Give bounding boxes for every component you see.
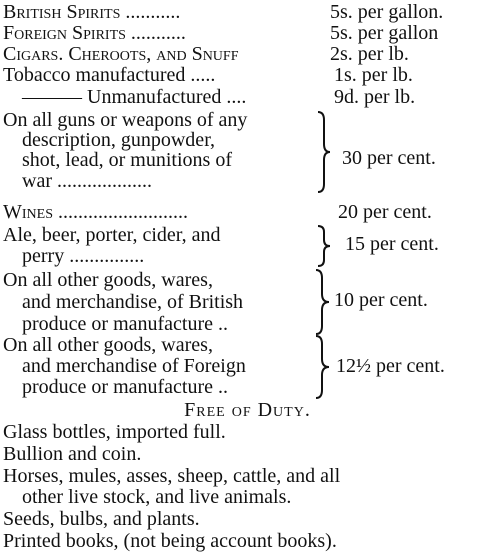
group-line: produce or manufacture .. (22, 313, 229, 335)
item-rate: 1s. per lb. (334, 64, 413, 86)
tariff-row-cigars (3, 44, 239, 64)
item-rate: 12½ per cent. (336, 355, 445, 377)
item-label: ——— Unmanufactured (22, 86, 222, 108)
free-item: Printed books, (not being account books). (3, 530, 337, 552)
item-rate: 2s. per lb. (330, 43, 409, 65)
item-rate: 9d. per lb. (334, 86, 416, 108)
tariff-row-wines (3, 202, 188, 222)
group-line: shot, lead, or munitions of (22, 149, 232, 171)
item-label: British Spirits (3, 1, 121, 23)
group-line: war ................... (22, 170, 152, 192)
group-line: On all guns or weapons of any (3, 109, 248, 131)
dot-leader: ........... (125, 22, 186, 44)
item-rate: 30 per cent. (342, 147, 436, 169)
group-line: On all other goods, wares, (3, 334, 213, 356)
tariff-row-foreign-spirits (3, 23, 186, 43)
curly-brace-icon (312, 268, 334, 336)
dot-leader: .......................... (53, 201, 188, 223)
group-line: and merchandise, of British (22, 291, 244, 313)
group-line: Ale, beer, porter, cider, and (3, 224, 221, 246)
item-label: Wines (3, 201, 53, 223)
group-line: description, gunpowder, (22, 129, 216, 151)
tariff-row-british-spirits (3, 2, 180, 22)
free-item: Seeds, bulbs, and plants. (3, 508, 200, 530)
item-rate: 10 per cent. (334, 289, 428, 311)
free-of-duty-heading: Free of Duty. (184, 399, 311, 421)
tariff-row-tobacco-unmanufactured (22, 87, 246, 107)
item-rate: 15 per cent. (345, 233, 439, 255)
group-line: produce or manufacture .. (22, 376, 229, 398)
dot-leader: ........... (120, 1, 181, 23)
curly-brace-icon (314, 110, 334, 194)
dot-leader: ..... (185, 64, 216, 86)
group-line: On all other goods, wares, (3, 269, 213, 291)
curly-brace-icon (314, 224, 334, 268)
dot-leader: .... (221, 86, 247, 108)
group-line: and merchandise of Foreign (22, 355, 246, 377)
item-label: Tobacco manufactured (3, 64, 186, 86)
free-item: other live stock, and live animals. (22, 486, 292, 508)
item-rate: 5s. per gallon (330, 22, 439, 44)
tariff-row-tobacco-manufactured (3, 65, 215, 85)
free-item: Bullion and coin. (3, 443, 142, 465)
free-item: Horses, mules, asses, sheep, cattle, and all (3, 465, 341, 487)
item-rate: 5s. per gallon. (330, 1, 444, 23)
item-label: Foreign Spirits (3, 22, 126, 44)
free-item: Glass bottles, imported full. (3, 421, 226, 443)
item-rate: 20 per cent. (338, 201, 432, 223)
curly-brace-icon (312, 334, 334, 400)
item-label: Cigars. Cheroots, and Snuff (3, 43, 239, 65)
group-line: perry ............... (22, 245, 145, 267)
